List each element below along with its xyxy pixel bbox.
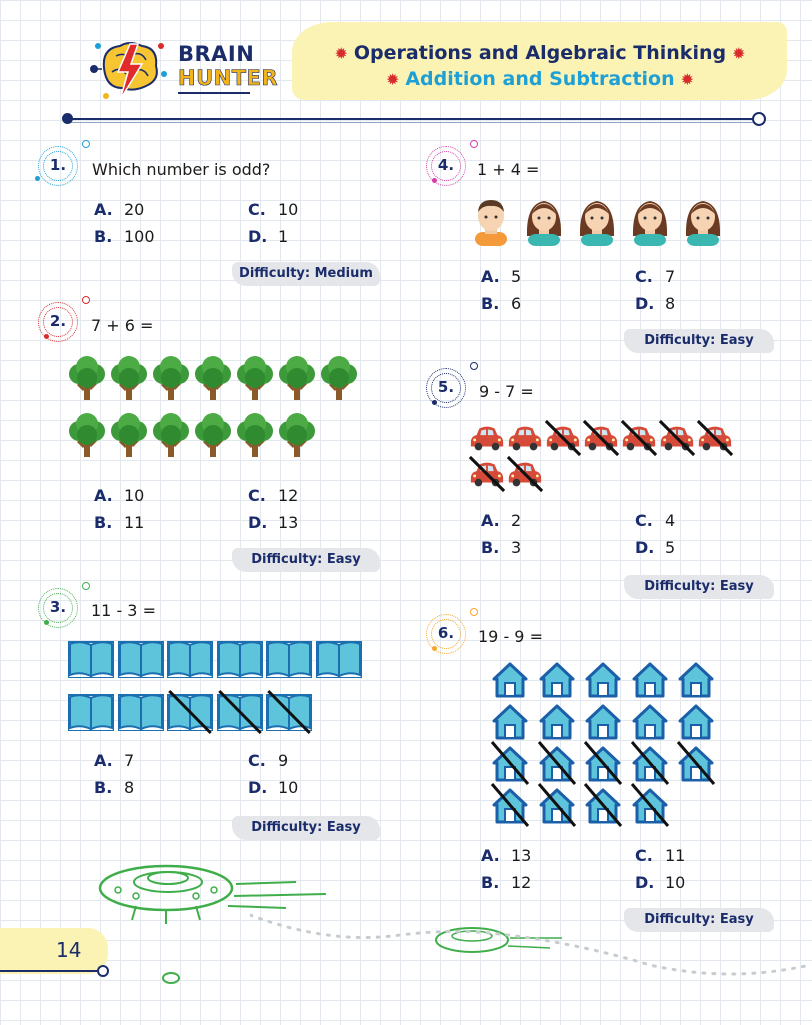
girl-icon [628, 196, 672, 246]
house-icon [676, 702, 716, 740]
girl-icon [575, 196, 619, 246]
difficulty-badge-5: Difficulty: Easy [624, 575, 774, 599]
tree-icon [151, 413, 191, 457]
option-letter: D. [248, 778, 268, 797]
answer-option-b[interactable] [94, 513, 144, 532]
page-number-dot [97, 965, 109, 977]
divider-dot-left [62, 113, 73, 124]
difficulty-badge-3: Difficulty: Easy [232, 816, 380, 840]
question-3-number [38, 588, 82, 632]
question-6-number [426, 614, 470, 658]
house-icon [490, 744, 530, 782]
question-number-label: 6. [437, 624, 455, 642]
star-icon: ✹ [385, 70, 400, 89]
question-3-text: 11 - 3 = [91, 601, 156, 620]
brand-line1: BRAIN [178, 42, 255, 66]
question-number-label: 2. [49, 312, 67, 330]
option-value: 3 [511, 538, 522, 557]
tree-icon [319, 356, 359, 400]
option-value: 6 [511, 294, 522, 313]
difficulty-badge-1: Difficulty: Medium [232, 262, 380, 286]
option-letter: D. [635, 294, 655, 313]
option-value: 7 [124, 751, 135, 770]
option-value: 13 [278, 513, 299, 532]
answer-option-a[interactable] [481, 511, 521, 530]
tree-icon [67, 413, 107, 457]
answer-option-d[interactable] [635, 294, 675, 313]
answer-option-c[interactable] [635, 511, 675, 530]
book-icon [118, 693, 164, 731]
answer-option-a[interactable] [94, 751, 134, 770]
header-divider [68, 118, 758, 120]
option-letter: B. [94, 227, 113, 246]
tree-icon [277, 413, 317, 457]
book-icon [266, 693, 312, 731]
house-icon [537, 786, 577, 824]
answer-option-d[interactable] [635, 873, 685, 892]
option-letter: A. [94, 200, 113, 219]
option-letter: A. [481, 267, 500, 286]
page-number: 14 [56, 938, 82, 962]
answer-option-c[interactable] [635, 846, 685, 865]
ring-dot [470, 140, 478, 148]
option-value: 7 [665, 267, 676, 286]
book-icon [167, 640, 213, 678]
option-letter: D. [635, 538, 655, 557]
house-icon [490, 660, 530, 698]
option-value: 11 [124, 513, 145, 532]
question-number-label: 1. [49, 156, 67, 174]
option-value: 5 [511, 267, 522, 286]
option-letter: A. [94, 751, 113, 770]
ring-dot [432, 400, 437, 405]
answer-option-d[interactable] [635, 538, 675, 557]
option-letter: C. [635, 267, 653, 286]
option-letter: A. [481, 511, 500, 530]
book-icon [68, 640, 114, 678]
option-letter: B. [481, 294, 500, 313]
brand-logo [86, 34, 279, 106]
boy-icon [469, 196, 513, 246]
option-value: 10 [124, 486, 145, 505]
car-icon [506, 459, 544, 489]
answer-option-b[interactable] [94, 778, 134, 797]
header-divider-thin [68, 122, 758, 123]
question-number-label: 4. [437, 156, 455, 174]
tree-icon [151, 356, 191, 400]
answer-option-c[interactable] [248, 486, 298, 505]
ring-dot [44, 334, 49, 339]
page-subtitle [300, 68, 780, 90]
tree-icon [109, 413, 149, 457]
option-value: 1 [278, 227, 289, 246]
answer-option-d[interactable] [248, 778, 298, 797]
tree-icon [277, 356, 317, 400]
answer-option-a[interactable] [94, 486, 144, 505]
answer-option-b[interactable] [481, 294, 521, 313]
option-letter: A. [94, 486, 113, 505]
car-icon [544, 423, 582, 453]
book-icon [217, 640, 263, 678]
tree-icon [193, 413, 233, 457]
book-icon [68, 693, 114, 731]
car-icon [696, 423, 734, 453]
option-letter: B. [481, 538, 500, 557]
answer-option-c[interactable] [248, 200, 298, 219]
option-letter: C. [248, 200, 266, 219]
option-letter: B. [481, 873, 500, 892]
answer-option-d[interactable] [248, 227, 288, 246]
house-icon [490, 786, 530, 824]
tree-icon [235, 413, 275, 457]
girl-icon [522, 196, 566, 246]
question-6-text: 19 - 9 = [478, 627, 543, 646]
answer-option-b[interactable] [94, 227, 155, 246]
page-subtitle-text: Addition and Subtraction [405, 68, 675, 90]
house-icon [490, 702, 530, 740]
option-value: 10 [278, 200, 299, 219]
question-1-number [38, 146, 82, 190]
option-letter: D. [635, 873, 655, 892]
option-value: 5 [665, 538, 676, 557]
house-icon [583, 702, 623, 740]
tree-icon [67, 356, 107, 400]
option-value: 8 [124, 778, 135, 797]
question-2-text: 7 + 6 = [91, 316, 154, 335]
ring-dot [82, 296, 90, 304]
option-value: 9 [278, 751, 289, 770]
divider-dot-right [752, 112, 766, 126]
tree-icon [193, 356, 233, 400]
house-icon [537, 744, 577, 782]
option-letter: C. [635, 846, 653, 865]
option-value: 12 [278, 486, 299, 505]
option-value: 10 [665, 873, 686, 892]
question-5-text: 9 - 7 = [479, 382, 534, 401]
question-number-label: 3. [49, 598, 67, 616]
ring-dot [470, 608, 478, 616]
option-letter: C. [248, 486, 266, 505]
star-icon: ✹ [334, 44, 348, 63]
ring-dot [82, 140, 90, 148]
book-icon [118, 640, 164, 678]
option-letter: C. [248, 751, 266, 770]
question-4-number [426, 146, 470, 190]
ring-dot [432, 178, 437, 183]
option-letter: C. [635, 511, 653, 530]
question-number-label: 5. [437, 378, 455, 396]
star-icon: ✹ [732, 44, 746, 63]
star-icon: ✹ [680, 70, 695, 89]
house-icon [583, 744, 623, 782]
option-letter: B. [94, 778, 113, 797]
tree-icon [235, 356, 275, 400]
page-number-line [0, 970, 100, 972]
car-icon [658, 423, 696, 453]
ring-dot [470, 362, 478, 370]
option-value: 11 [665, 846, 686, 865]
option-value: 13 [511, 846, 532, 865]
option-value: 12 [511, 873, 532, 892]
question-1-text: Which number is odd? [92, 160, 271, 179]
answer-option-a[interactable] [94, 200, 144, 219]
option-value: 4 [665, 511, 676, 530]
difficulty-badge-6: Difficulty: Easy [624, 908, 774, 932]
ring-dot [432, 646, 437, 651]
car-icon [468, 459, 506, 489]
option-letter: D. [248, 227, 268, 246]
option-value: 10 [278, 778, 299, 797]
page-number-tab [0, 928, 108, 974]
house-icon [676, 660, 716, 698]
book-icon [266, 640, 312, 678]
answer-option-c[interactable] [635, 267, 675, 286]
ring-icon [160, 970, 182, 986]
house-icon [537, 660, 577, 698]
car-icon [620, 423, 658, 453]
option-value: 20 [124, 200, 145, 219]
logo-underline [178, 92, 250, 94]
house-icon [630, 744, 670, 782]
page-title [300, 42, 780, 64]
car-icon [468, 423, 506, 453]
option-value: 2 [511, 511, 522, 530]
question-2-number [38, 302, 82, 346]
brand-line2: HUNTER [178, 66, 279, 90]
answer-option-b[interactable] [481, 538, 521, 557]
house-icon [583, 660, 623, 698]
ring-dot [44, 620, 49, 625]
house-icon [630, 702, 670, 740]
book-icon [316, 640, 362, 678]
difficulty-badge-2: Difficulty: Easy [232, 548, 380, 572]
answer-option-b[interactable] [481, 873, 531, 892]
answer-option-a[interactable] [481, 846, 531, 865]
brain-icon [86, 34, 170, 104]
question-4-text: 1 + 4 = [477, 160, 540, 179]
answer-option-d[interactable] [248, 513, 298, 532]
book-icon [167, 693, 213, 731]
house-icon [676, 744, 716, 782]
question-5-number [426, 368, 470, 412]
option-letter: A. [481, 846, 500, 865]
house-icon [537, 702, 577, 740]
option-value: 100 [124, 227, 155, 246]
house-icon [583, 786, 623, 824]
girl-icon [681, 196, 725, 246]
option-value: 8 [665, 294, 676, 313]
dotted-path [250, 905, 810, 985]
ring-dot [35, 176, 40, 181]
house-icon [630, 660, 670, 698]
house-icon [630, 786, 670, 824]
option-letter: B. [94, 513, 113, 532]
car-icon [582, 423, 620, 453]
car-icon [506, 423, 544, 453]
answer-option-a[interactable] [481, 267, 521, 286]
ring-dot [82, 582, 90, 590]
difficulty-badge-4: Difficulty: Easy [624, 329, 774, 353]
book-icon [217, 693, 263, 731]
option-letter: D. [248, 513, 268, 532]
tree-icon [109, 356, 149, 400]
answer-option-c[interactable] [248, 751, 288, 770]
page-title-text: Operations and Algebraic Thinking [353, 42, 727, 64]
